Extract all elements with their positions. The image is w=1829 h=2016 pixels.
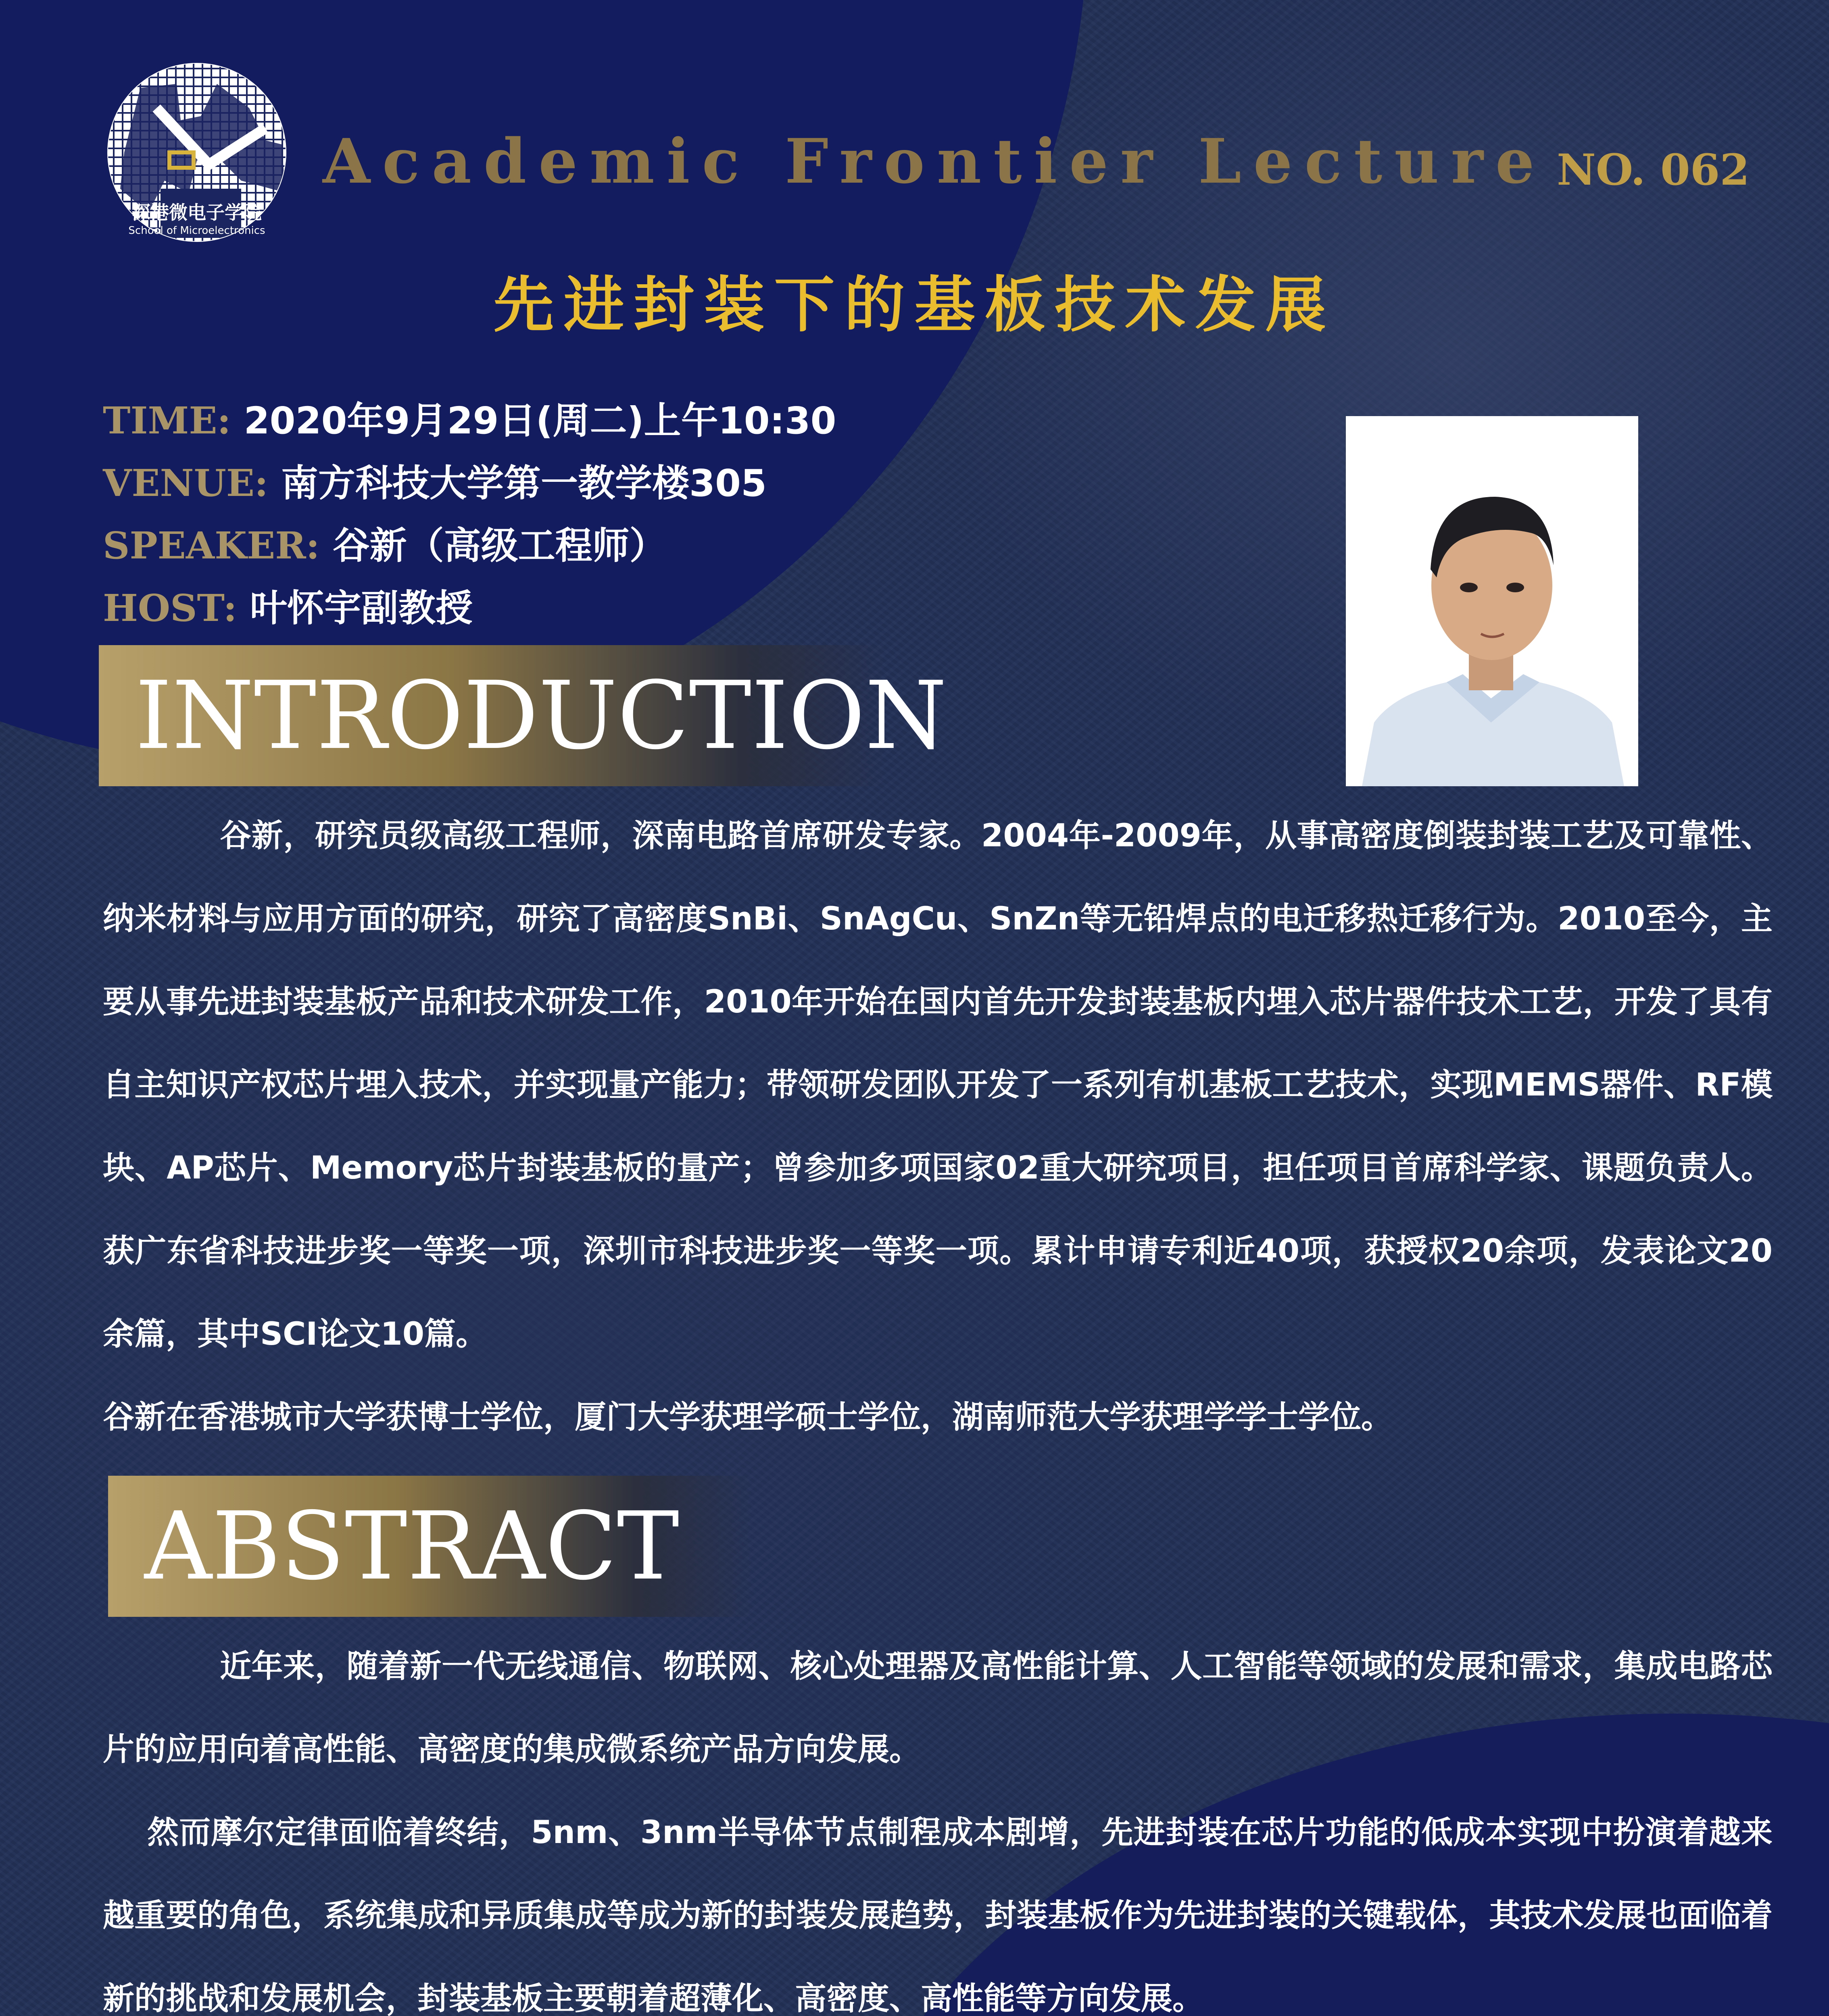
school-logo (96, 60, 298, 249)
venue-label: VENUE: (103, 461, 268, 505)
series-title: Academic Frontier Lecture (323, 125, 1547, 197)
speaker-value: 谷新（高级工程师） (332, 524, 667, 567)
abstract-heading: ABSTRACT (144, 1492, 680, 1601)
venue-row (103, 454, 767, 507)
host-label: HOST: (103, 586, 237, 630)
introduction-paragraph: 谷新在香港城市大学获博士学位，厦门大学获理学硕士学位，湖南师范大学获理学学士学位。 (103, 1399, 1393, 1435)
host-value: 叶怀宇副教授 (250, 587, 473, 630)
issue-number: NO. 062 (1557, 144, 1750, 195)
abstract-paragraph: 近年来，随着新一代无线通信、物联网、核心处理器及高性能计算、人工智能等领域的发展和需求，集成电路芯片的应用向着高性能、高密度的集成微系统产品方向发展。 (103, 1648, 1773, 1768)
introduction-heading-bar (99, 645, 947, 786)
time-row (103, 391, 836, 444)
introduction-paragraph: 谷新，研究员级高级工程师，深南电路首席研发专家。2004年-2009年，从事高密度倒装封装工艺及可靠性、纳米材料与应用方面的研究，研究了高密度SnBi、SnAgCu、SnZn等无铅焊点的电迁移热迁移行为。2010至今，主要从事先进封装基板产品和技术研发工作，2010年开始在国内首先开发封装基板内埋入芯片器件技术工艺，开发了具有自主知识产权芯片埋入技术，并实现量产能力；带领研发团队开发了一系列有机基板工艺技术，实现MEMS器件、RF模块、AP芯片、Memory芯片封装基板的量产；曾参加多项国家02重大研究项目，担任项目首席科学家、课题负责人。获广东省科技进步奖一等奖一项，深圳市科技进步奖一等奖一项。累计申请专利近40项，获授权20余项，发表论文20余篇，其中SCI论文10篇。 (103, 818, 1773, 1352)
time-label: TIME: (103, 399, 231, 442)
speaker-photo (1346, 416, 1638, 786)
abstract-text (103, 1625, 1773, 2016)
abstract-paragraph: 然而摩尔定律面临着终结，5nm、3nm半导体节点制程成本剧增，先进封装在芯片功能的低成本实现中扮演着越来越重要的角色，系统集成和异质集成等成为新的封装发展趋势，封装基板作为先进封装的关键载体，其技术发展也面临着新的挑战和发展机会，封装基板主要朝着超薄化、高密度、高性能等方向发展。 (103, 1814, 1773, 2016)
speaker-label: SPEAKER: (103, 524, 320, 567)
abstract-heading-bar (108, 1476, 753, 1617)
venue-value: 南方科技大学第一教学楼305 (281, 462, 767, 505)
host-row (103, 579, 473, 632)
time-value: 2020年9月29日(周二)上午10:30 (244, 399, 836, 442)
logo-text-cn: 深港微电子学院 (132, 202, 262, 223)
logo-text-en: School of Microelectronics (128, 225, 265, 237)
introduction-text (103, 794, 1773, 1459)
speaker-row (103, 516, 667, 569)
lecture-title: 先进封装下的基板技术发展 (493, 269, 1336, 340)
introduction-heading: INTRODUCTION (135, 661, 947, 770)
